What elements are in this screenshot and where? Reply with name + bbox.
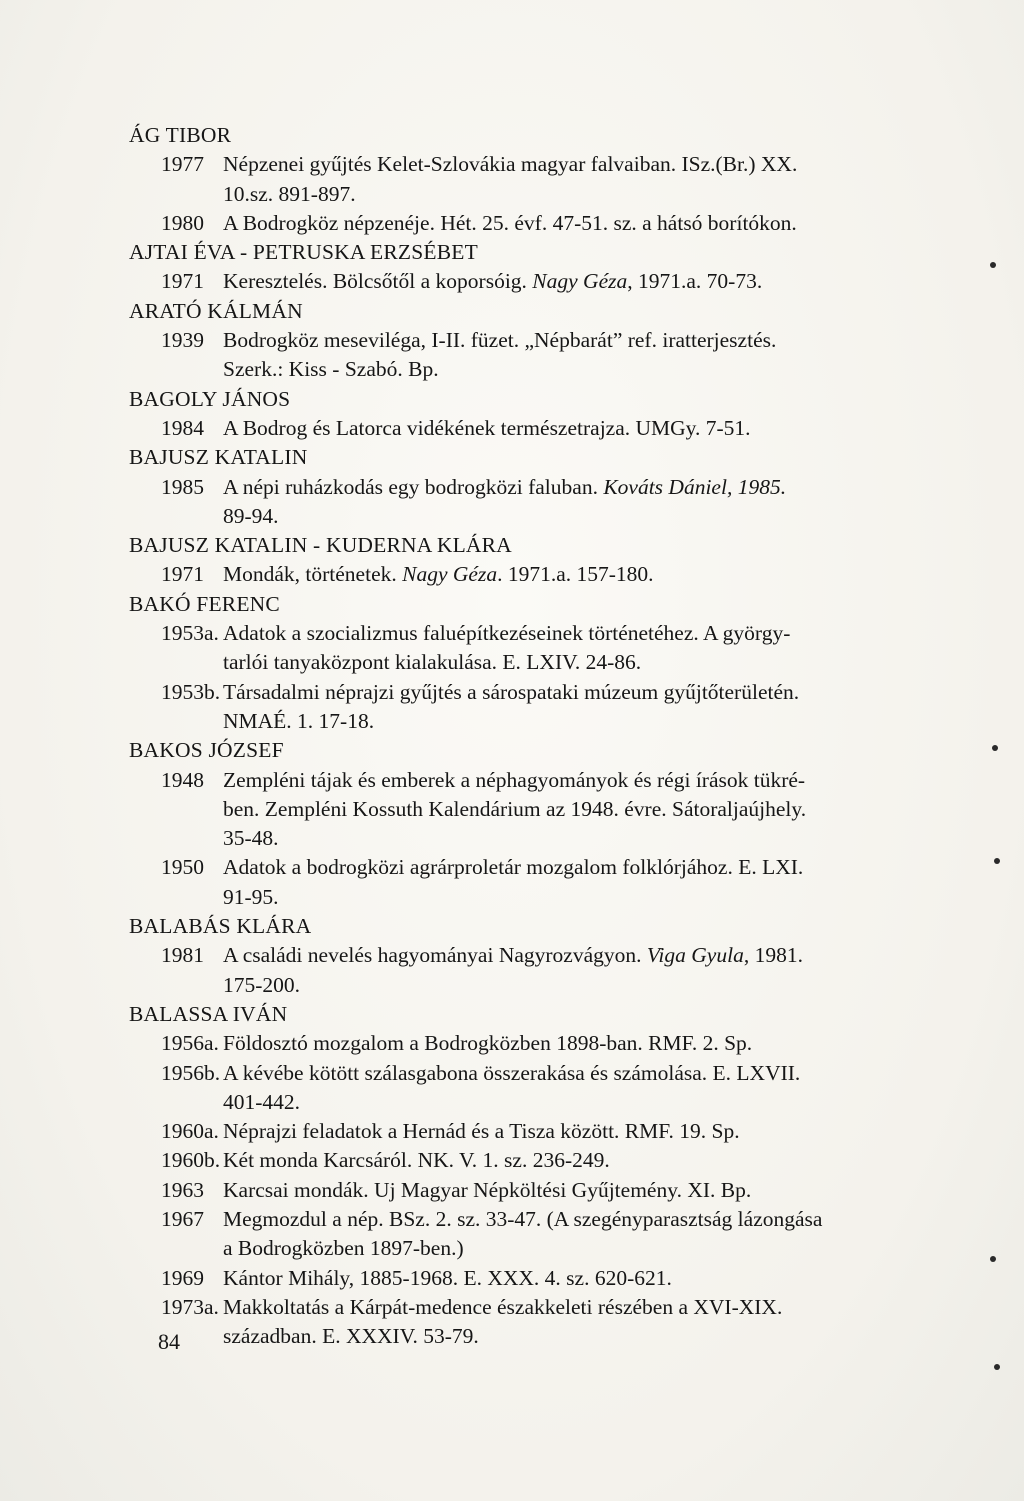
reference-text (223, 766, 937, 854)
reference-year: 1971 (161, 269, 204, 294)
print-speck (994, 1364, 1000, 1370)
reference-year: 1953a. (161, 621, 219, 646)
author-heading: BAKOS JÓZSEF (129, 738, 284, 763)
reference-line: Társadalmi néprajzi gyűjtés a sárospataki múzeum gyűjtőterületén. (223, 679, 800, 704)
print-speck (990, 262, 996, 268)
reference-year: 1985 (161, 474, 204, 499)
reference-year: 1963 (161, 1177, 204, 1202)
reference-year: 1956b. (161, 1060, 221, 1085)
reference-entry (129, 209, 949, 238)
reference-line: A kévébe kötött szálasgabona összerakása és számolása. E. LXVII. (223, 1060, 801, 1085)
reference-entry (129, 766, 949, 854)
reference-year: 1950 (161, 855, 204, 880)
reference-line: Néprajzi feladatok a Hernád és a Tisza között. RMF. 19. Sp. (223, 1119, 740, 1144)
reference-text (223, 853, 937, 912)
reference-line: 10.sz. 891-897. (223, 181, 356, 206)
reference-line: A Bodrogköz népzenéje. Hét. 25. évf. 47-51. sz. a hátsó borítókon. (223, 210, 797, 235)
reference-entry (129, 473, 949, 532)
reference-text (223, 1059, 937, 1118)
page-number: 84 (158, 1329, 180, 1354)
reference-line: Népzenei gyűjtés Kelet-Szlovákia magyar falvaiban. ISz.(Br.) XX. (223, 152, 798, 177)
reference-year: 1977 (161, 152, 204, 177)
author-heading: BALASSA IVÁN (129, 1001, 288, 1026)
reference-line: Megmozdul a nép. BSz. 2. sz. 33-47. (A szegényparasztság lázongása (223, 1206, 823, 1231)
reference-segment: 175-200. (223, 972, 301, 997)
reference-line: Makkoltatás a Kárpát-medence északkeleti részében a XVI-XIX. (223, 1294, 783, 1319)
reference-text (223, 1205, 937, 1264)
bibliography-list (129, 121, 949, 1351)
reference-text (223, 1029, 937, 1058)
reference-entry (129, 1117, 949, 1146)
reference-segment: A népi ruházkodás egy bodrogközi faluban. (223, 474, 604, 499)
reference-year: 1980 (161, 210, 204, 235)
reference-text (223, 209, 937, 238)
reference-entry (129, 326, 949, 385)
reference-entry (129, 1205, 949, 1264)
reference-line: tarlói tanyaközpont kialakulása. E. LXIV. 24-86. (223, 650, 642, 675)
reference-year: 1967 (161, 1206, 204, 1231)
cited-volume: Kováts Dániel, 1985. (603, 474, 787, 499)
reference-entry (129, 267, 949, 296)
author-heading: BAGOLY JÁNOS (129, 386, 291, 411)
cited-volume: Nagy Géza (402, 562, 498, 587)
author-heading: ÁG TIBOR (129, 123, 232, 147)
reference-segment: , 1971.a. 70-73. (627, 269, 763, 294)
reference-entry (129, 1146, 949, 1175)
author-heading: BAKÓ FERENC (129, 591, 280, 616)
reference-entry (129, 941, 949, 1000)
reference-segment: 89-94. (223, 503, 279, 528)
reference-line: 401-442. (223, 1089, 301, 1114)
reference-line: a Bodrogközben 1897-ben.) (223, 1236, 464, 1261)
author-heading: BAJUSZ KATALIN (129, 445, 308, 470)
reference-year: 1960b. (161, 1148, 221, 1173)
reference-line: Zempléni tájak és emberek a néphagyományok és régi írások tükré- (223, 767, 806, 792)
reference-year: 1969 (161, 1265, 204, 1290)
reference-year: 1984 (161, 415, 204, 440)
reference-text (223, 150, 937, 209)
reference-text (223, 326, 937, 385)
reference-entry (129, 678, 949, 737)
reference-year: 1956a. (161, 1031, 219, 1056)
reference-line: Két monda Karcsáról. NK. V. 1. sz. 236-249. (223, 1148, 610, 1173)
reference-text (223, 1117, 937, 1146)
reference-entry (129, 560, 949, 589)
reference-entry (129, 1176, 949, 1205)
reference-text (223, 1293, 937, 1352)
reference-text (223, 267, 937, 296)
reference-segment: , 1981. (743, 943, 803, 968)
author-heading: BALABÁS KLÁRA (129, 914, 312, 939)
reference-line: NMAÉ. 1. 17-18. (223, 708, 375, 733)
reference-year: 1953b. (161, 679, 221, 704)
reference-year: 1939 (161, 328, 204, 353)
reference-line: Kántor Mihály, 1885-1968. E. XXX. 4. sz. 620-621. (223, 1265, 672, 1290)
reference-entry (129, 853, 949, 912)
reference-entry (129, 1264, 949, 1293)
reference-line: Szerk.: Kiss - Szabó. Bp. (223, 357, 439, 382)
print-speck (992, 745, 998, 751)
reference-line: Földosztó mozgalom a Bodrogközben 1898-ban. RMF. 2. Sp. (223, 1031, 753, 1056)
reference-year: 1948 (161, 767, 204, 792)
cited-volume: Nagy Géza (532, 269, 628, 294)
reference-segment: . 1971.a. 157-180. (497, 562, 654, 587)
author-heading: BAJUSZ KATALIN - KUDERNA KLÁRA (129, 533, 512, 558)
cited-volume: Viga Gyula (646, 943, 744, 968)
reference-entry (129, 619, 949, 678)
reference-text (223, 1264, 937, 1293)
author-heading: ARATÓ KÁLMÁN (129, 298, 303, 323)
print-speck (990, 1256, 996, 1262)
reference-segment: Mondák, történetek. (223, 562, 403, 587)
reference-line: Karcsai mondák. Uj Magyar Népköltési Gyűjtemény. XI. Bp. (223, 1177, 752, 1202)
reference-entry (129, 150, 949, 209)
reference-text (223, 473, 937, 532)
reference-year: 1960a. (161, 1119, 219, 1144)
reference-text (223, 560, 937, 589)
print-speck (994, 858, 1000, 864)
reference-line: 91-95. (223, 884, 279, 909)
author-heading: AJTAI ÉVA - PETRUSKA ERZSÉBET (129, 240, 478, 265)
reference-year: 1971 (161, 562, 204, 587)
reference-entry (129, 1029, 949, 1058)
reference-text (223, 941, 937, 1000)
reference-line: Adatok a szocializmus faluépítkezéseinek történetéhez. A györgy- (223, 621, 791, 646)
reference-line: században. E. XXXIV. 53-79. (223, 1324, 479, 1349)
reference-segment: A családi nevelés hagyományai Nagyrozvágyon. (223, 943, 647, 968)
reference-line: Adatok a bodrogközi agrárproletár mozgalom folklórjához. E. LXI. (223, 855, 804, 880)
reference-line: ben. Zempléni Kossuth Kalendárium az 1948. évre. Sátoraljaújhely. (223, 796, 807, 821)
reference-text (223, 619, 937, 678)
reference-text (223, 1146, 937, 1175)
reference-line: 35-48. (223, 826, 279, 851)
reference-entry (129, 1293, 949, 1352)
reference-year: 1973a. (161, 1294, 219, 1319)
reference-entry (129, 414, 949, 443)
reference-text (223, 1176, 937, 1205)
reference-segment: Keresztelés. Bölcsőtől a koporsóig. (223, 269, 533, 294)
reference-line: A Bodrog és Latorca vidékének természetrajza. UMGy. 7-51. (223, 415, 751, 440)
reference-text (223, 678, 937, 737)
reference-entry (129, 1059, 949, 1118)
reference-line: Bodrogköz meseviléga, I-II. füzet. „Népbarát” ref. iratterjesztés. (223, 328, 777, 353)
reference-year: 1981 (161, 943, 204, 968)
reference-text (223, 414, 937, 443)
